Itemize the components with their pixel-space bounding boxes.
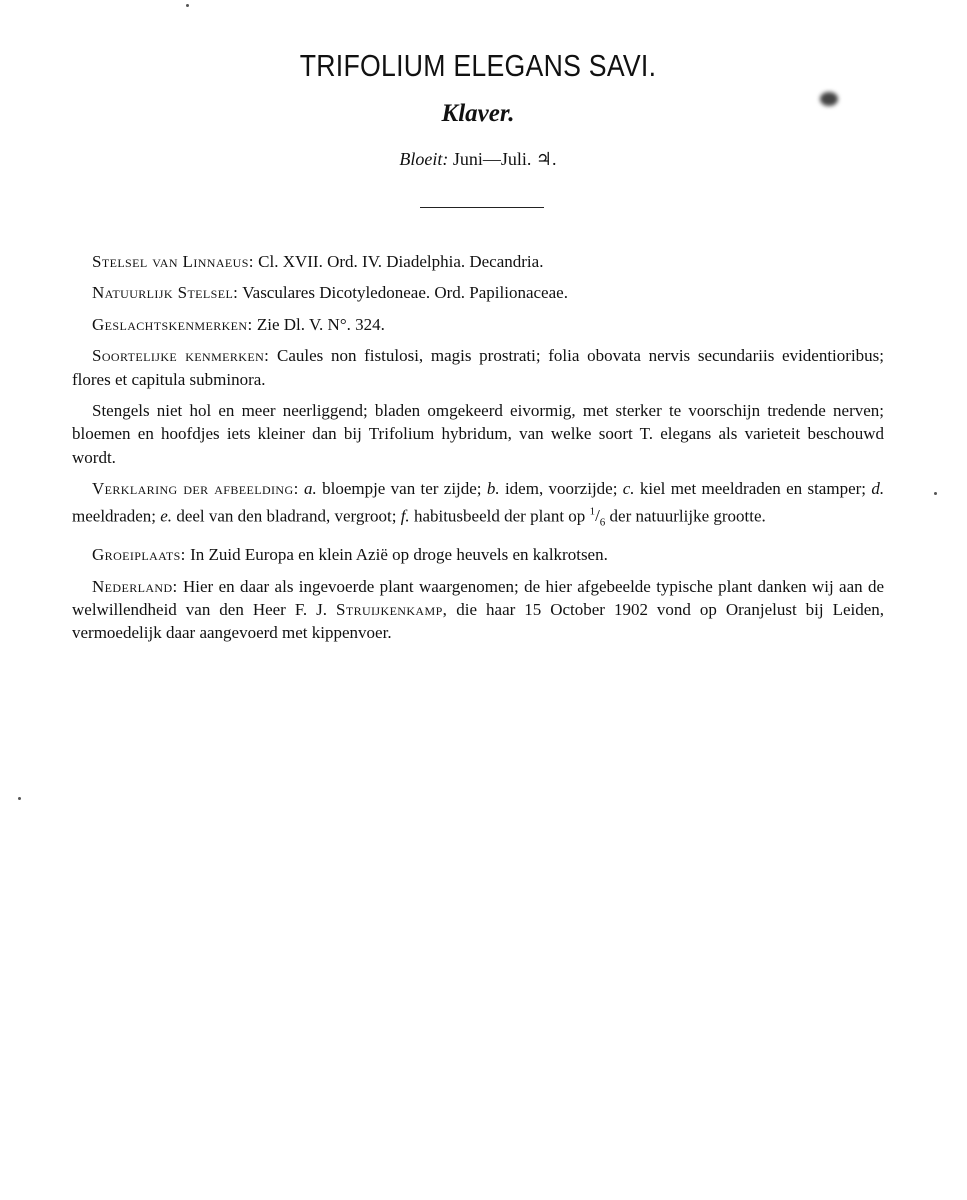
stengels-paragraph: Stengels niet hol en meer neerliggend; bladen omgekeerd eivormig, met sterker te voorschijn tredende nerven; bloemen en hoofdjes iets kleiner dan bij Trifolium hybridum, van welke soort T. elegans als varieteit beschouwd wordt. [72, 401, 884, 467]
soort-paragraph [72, 344, 884, 391]
verklaring-label: Verklaring der afbeelding: [92, 479, 299, 499]
speck [934, 492, 937, 495]
flowering-value: Juni—Juli. ♃. [452, 149, 557, 169]
fig-b-text: idem, voorzijde; [504, 479, 618, 499]
fig-f-tail: der natuurlijke grootte. [609, 506, 766, 526]
fig-e: e. [160, 506, 173, 526]
fig-f-text: habitusbeeld der plant op [413, 506, 586, 526]
soort-label: Soortelijke kenmerken: [92, 346, 270, 366]
flowering-label: Bloeit: [399, 149, 449, 169]
linnaeus-paragraph [72, 250, 884, 273]
geslacht-text: Zie Dl. V. N°. 324. [256, 314, 385, 334]
nederland-text-1: Hier en daar als ingevoerde plant waargenomen; de hier afgebeelde typische plant danken wij aan de welwillendheid van den Heer F. J. [72, 576, 884, 619]
natuurlijk-paragraph [72, 281, 884, 304]
linnaeus-label: Stelsel van Linnaeus: [92, 252, 254, 271]
flowering-line [72, 149, 884, 170]
fig-b: b. [486, 479, 500, 499]
groeiplaats-label: Groeiplaats: [92, 545, 186, 565]
nederland-text-2: die haar 15 October 1902 vond op Oranjelust bij Leiden, vermoedelijk daar aangevoerd met kippenvoer. [72, 599, 885, 643]
natuurlijk-label: Natuurlijk Stelsel: [92, 283, 239, 303]
fig-c-text: kiel met meeldraden en stamper; [639, 479, 867, 499]
fig-e-text: deel van den bladrand, vergroot; [176, 506, 397, 526]
description [72, 250, 884, 653]
fig-a-text: bloempje van ter zijde; [322, 479, 482, 499]
speck [18, 797, 21, 800]
divider [420, 207, 544, 208]
nederland-label: Nederland: [92, 576, 178, 596]
fig-d: d. [871, 479, 885, 499]
fig-c: c. [622, 479, 635, 499]
fraction-denominator: 6 [599, 516, 606, 529]
nederland-paragraph [72, 575, 884, 645]
groeiplaats-text: In Zuid Europa en klein Azië op droge heuvels en kalkrotsen. [190, 545, 608, 565]
fig-d-text: meeldraden; [72, 506, 157, 526]
soort-text: Caules non fistulosi, magis prostrati; folia obovata nervis secundariis evidentioribus; flores et capitula subminora. [72, 346, 885, 389]
speck [186, 4, 189, 7]
fig-a: a. [304, 479, 317, 499]
fig-f: f. [400, 506, 410, 526]
collector-name: Struijkenkamp, [335, 599, 448, 619]
verklaring-paragraph [72, 477, 884, 535]
scale-fraction: $^1/_6$ [589, 505, 606, 529]
geslacht-label: Geslachtskenmerken: [92, 314, 253, 334]
common-name: Klaver. [441, 100, 515, 127]
geslacht-paragraph [72, 313, 884, 336]
linnaeus-text: Cl. XVII. Ord. IV. Diadelphia. Decandria. [258, 252, 544, 271]
groeiplaats-paragraph [72, 543, 884, 566]
natuurlijk-text: Vasculares Dicotyledoneae. Ord. Papilionaceae. [242, 283, 568, 303]
fraction-numerator: 1 [589, 505, 596, 518]
species-title: TRIFOLIUM ELEGANS SAVI. [299, 48, 657, 83]
